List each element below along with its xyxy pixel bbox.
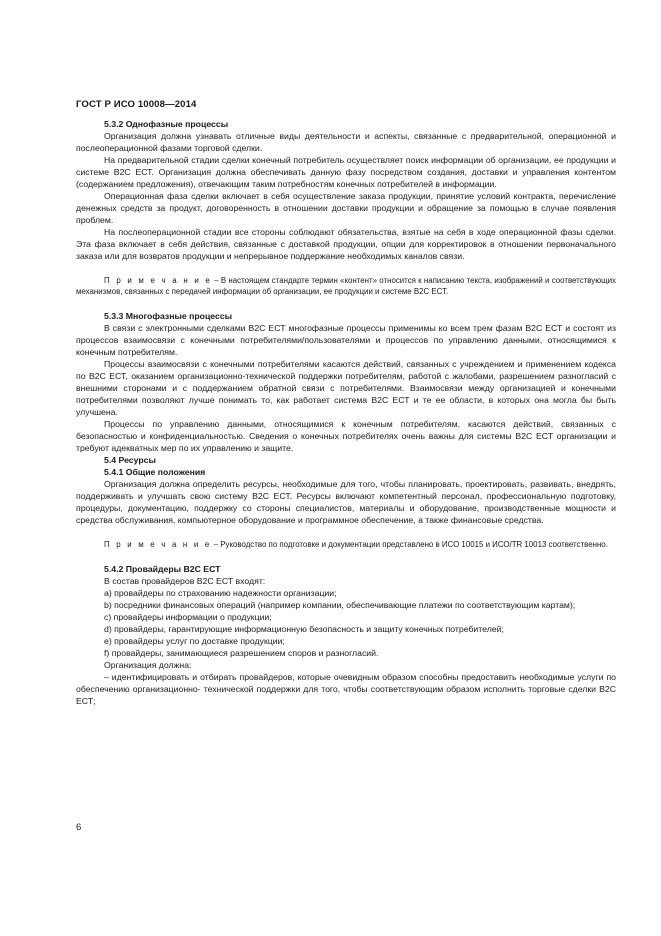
section-heading: 5.4.1 Общие положения bbox=[104, 467, 206, 477]
note-label: П р и м е ч а н и е bbox=[104, 276, 212, 285]
list-item: а) провайдеры по страхованию надежности организации; bbox=[104, 588, 337, 598]
paragraph: Организация должна узнавать отличные виды деятельности и аспекты, связанные с предварительной, операционной и послеоперационной фазами торговой сделки. bbox=[76, 131, 616, 153]
paragraph: Процессы по управлению данными, относящимися к конечным потребителям, касаются действий, связанных с безопасностью и конфиденциальностью. Сведения о конечных потребителях очень важны для системы В2С ЕСТ организации и требуют адекватных мер по их управлению и защите. bbox=[76, 419, 616, 453]
paragraph: В связи с электронными сделками В2С ЕСТ многофазные процессы применимы ко всем трем фазам В2С ЕСТ и состоят из процессов взаимосвязи с конечными потребителями/пользователями и процессов по управлению данными, относящимися к конечным потребителям. bbox=[76, 323, 616, 357]
document-header: ГОСТ Р ИСО 10008—2014 bbox=[76, 99, 197, 110]
paragraph: Процессы взаимосвязи с конечными потребителями касаются действий, связанных с учреждением и применением кодекса по В2С ЕСТ, оказанием организационно-технической поддержки потребителям, работой с жалобами, разрешением разногласий с внешними сторонами и с поддержанием обратной связи с потребителями. Взаимосвязи между организацией и конечными потребителями позволяют лучше понимать то, как работает система В2С ЕСТ и те ее области, в которых она могла бы быть улучшена. bbox=[76, 359, 616, 417]
list-item: – идентифицировать и отбирать провайдеров, которые очевидным образом способны предоставить необходимые услуги по обеспечению организационно- технической поддержки для того, чтобы соответствующим образом исполнить торговые сделки В2С ЕСТ; bbox=[76, 672, 616, 706]
list-item: d) провайдеры, гарантирующие информационную безопасность и защиту конечных потребителей; bbox=[104, 624, 504, 634]
paragraph: Организация должна: bbox=[104, 660, 192, 670]
note-text: – В настоящем стандарте термин «контент» относится к написанию текста, изображений и соответствующих механизмов, связанных с передачей информации об организации, ее продукции и системе В2С ЕСТ. bbox=[76, 276, 616, 296]
paragraph: В состав провайдеров В2С ЕСТ входят: bbox=[104, 576, 266, 586]
note bbox=[76, 275, 616, 297]
paragraph: На послеоперационной стадии все стороны соблюдают обязательства, взятые на себя в ходе операционной фазы сделки. Эта фаза включает в себя действия, связанные с доставкой продукции, опции для корректировок в отношении первоначального заказа или для возвратов продукции и непрерывное поддержание необходимых каналов связи. bbox=[76, 227, 616, 261]
section-heading: 5.3.3 Многофазные процессы bbox=[104, 311, 233, 321]
note-label: П р и м е ч а н и е bbox=[104, 540, 212, 549]
document-body bbox=[76, 118, 616, 707]
page-number: 6 bbox=[76, 822, 82, 833]
paragraph: На предварительной стадии сделки конечный потребитель осуществляет поиск информации об организации, ее продукции и системе В2С ЕСТ. Организация должна обеспечивать данную фазу посредством создания, доставки и управления контентом (содержанием предложения), отвечающим таким потребностям конечных потребителей в информации. bbox=[76, 155, 616, 189]
section-heading: 5.4.2 Провайдеры В2С ЕСТ bbox=[104, 564, 221, 574]
note-text: – Руководство по подготовке и документации представлено в ИСО 10015 и ИСО/TR 10013 соответственно. bbox=[211, 540, 608, 549]
section-heading: 5.3.2 Однофазные процессы bbox=[104, 119, 229, 129]
paragraph: Организация должна определить ресурсы, необходимые для того, чтобы планировать, проектировать, развивать, внедрять, поддерживать и улучшать свою систему В2С ЕСТ. Ресурсы включают компетентный персонал, профессиональную подготовку, процедуры, документацию, поддержку со стороны специалистов, материалы и оборудование, производственные мощности и средства обслуживания, компьютерное оборудование и программное обеспечение, а также финансовые средства. bbox=[76, 479, 616, 525]
list-item: е) провайдеры услуг по доставке продукции; bbox=[104, 636, 285, 646]
list-item: с) провайдеры информации о продукции; bbox=[104, 612, 272, 622]
section-heading: 5.4 Ресурсы bbox=[104, 455, 156, 465]
paragraph: Операционная фаза сделки включает в себя осуществление заказа продукции, принятие условий контракта, перечисление денежных средств за продукт, договоренность в отношении доставки продукции и обращение за помощью в случае появления проблем. bbox=[76, 191, 616, 225]
list-item: f) провайдеры, занимающиеся разрешением споров и разногласий. bbox=[104, 648, 379, 658]
list-item: b) посредники финансовых операций (например компании, обеспечивающие платежи по соответствующим картам); bbox=[104, 600, 576, 610]
note bbox=[76, 539, 616, 550]
